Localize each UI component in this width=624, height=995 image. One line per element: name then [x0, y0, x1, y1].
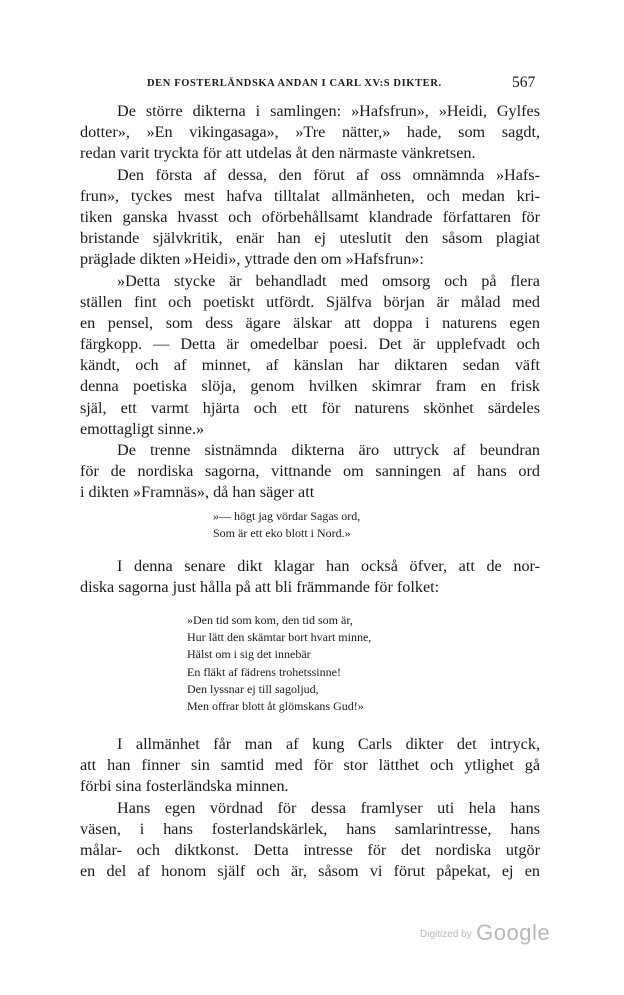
verse-line: Hur lätt den skämtar bort hvart minne,	[187, 630, 372, 645]
verse-quote-2	[187, 612, 371, 715]
verse-line: En fläkt af fädrens trohetssinne!	[187, 664, 341, 679]
text-line: I denna senare dikt klagar han också öfver, att de nor-	[117, 557, 540, 575]
google-logo: Google	[476, 920, 551, 945]
paragraph-block-3	[80, 734, 540, 882]
verse-line: Som är ett eko blott i Nord.»	[213, 526, 351, 541]
text-line: Den första af dessa, den förut af oss omnämnda »Hafs-	[117, 165, 540, 184]
text-line: dotter», »En vikingasaga», »Tre nätter,» hade, som sagdt,	[80, 123, 540, 142]
verse-line: »— högt jag vördar Sagas ord,	[213, 509, 361, 523]
verse-quote-1	[213, 508, 360, 542]
verse-line: Den lyssnar ej till sagoljud,	[187, 681, 319, 696]
running-head: DEN FOSTERLÄNDSKA ANDAN I CARL XV:S DIKTER.	[147, 78, 442, 89]
text-line: tiken ganska hvasst och oförbehållsamt klandrade författaren för	[80, 207, 540, 226]
text-line: i dikten »Framnäs», då han säger att	[80, 483, 315, 502]
digitized-prefix: Digitized by	[420, 929, 472, 940]
text-line: en pensel, som dess ägare älskar att doppa i naturens egen	[80, 313, 540, 332]
text-line: diska sagorna just hålla på att bli främmande för folket:	[80, 578, 440, 597]
digitized-watermark	[420, 920, 550, 946]
text-line: väsen, i hans fosterlandskärlek, hans samlarintresse, hans	[80, 819, 540, 838]
text-line: själ, ett varmt hjärta och ett för naturens skönhet särdeles	[80, 398, 540, 417]
text-line: färgkopp. — Detta är omedelbar poesi. Det är upplefvadt och	[80, 335, 540, 354]
text-line: en del af honom själf och är, såsom vi förut påpekat, ej en	[80, 862, 540, 881]
verse-line: »Den tid som kom, den tid som är,	[187, 613, 353, 627]
text-line: Hans egen vördnad för dessa framlyser uti hela hans	[117, 798, 540, 817]
verse-line: Men offrar blott åt glömskans Gud!»	[187, 698, 364, 713]
text-line: emottagligt sinne.»	[80, 419, 205, 438]
text-line: kändt, och af minnet, af känslan har diktaren sedan väft	[80, 356, 540, 375]
text-line: redan varit tryckta för att utdelas åt den närmaste vänkretsen.	[80, 144, 476, 163]
paragraph-block-1	[80, 101, 540, 504]
text-line: »Detta stycke är behandladt med omsorg och på flera	[117, 271, 540, 290]
text-line: målar- och diktkonst. Detta intresse för det nordiska utgör	[80, 840, 540, 859]
text-line: förbi sina fosterländska minnen.	[80, 777, 289, 796]
text-line: denna poetiska slöja, genom hvilken skimrar fram en frisk	[80, 377, 540, 396]
text-line: De större dikterna i samlingen: »Hafsfrun», »Heidi, Gylfes	[117, 102, 540, 120]
verse-line: Hälst om i sig det innebär	[187, 647, 311, 662]
text-line: att han finner sin samtid med för stor lätthet och ytlighet gå	[80, 756, 540, 775]
text-line: för de nordiska sagorna, vittnande om sanningen af hans ord	[80, 462, 540, 481]
text-line: präglade dikten »Heidi», yttrade den om »Hafsfrun»:	[80, 250, 424, 269]
text-line: bristande självkritik, enär han ej uteslutit den såsom plagiat	[80, 229, 540, 248]
text-line: I allmänhet får man af kung Carls dikter det intryck,	[117, 735, 540, 753]
text-line: De trenne sistnämnda dikterna äro uttryck af beundran	[117, 441, 540, 459]
text-line: frun», tyckes mest hafva tilltalat allmänheten, och medan kri-	[80, 186, 540, 205]
page-number: 567	[512, 74, 536, 91]
paragraph-block-2	[80, 556, 540, 598]
text-line: ställen fint och poetiskt utfördt. Själfva början är målad med	[80, 292, 540, 311]
